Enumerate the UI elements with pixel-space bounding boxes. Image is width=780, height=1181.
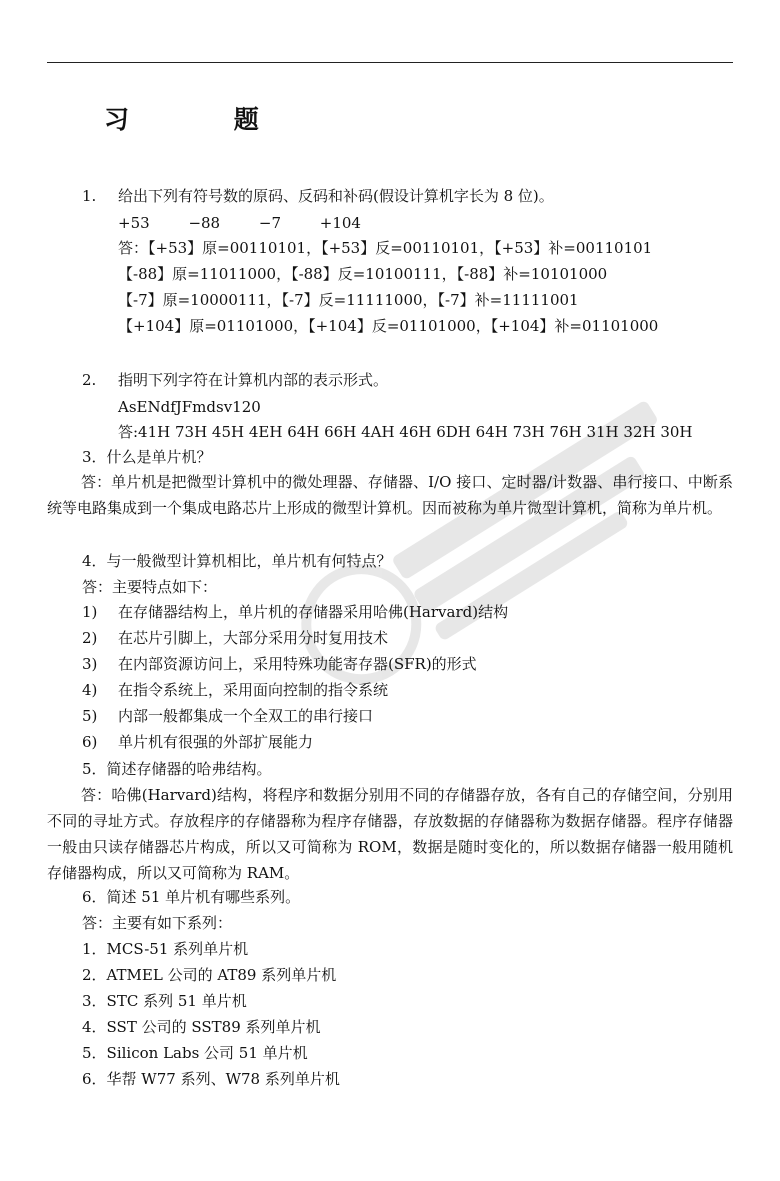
- q3-question: 3．什么是单片机？: [82, 448, 212, 466]
- q1-number-value: −7: [258, 214, 281, 232]
- q4-item-number: 6): [82, 733, 98, 751]
- q1-number-value: +53: [118, 214, 150, 232]
- page-title: 习 题: [104, 105, 307, 134]
- q4-item-number: 4): [82, 681, 98, 699]
- q4-item-number: 5): [82, 707, 98, 725]
- q1-number-value: +104: [319, 214, 361, 232]
- q4-item-text: 内部一般都集成一个全双工的串行接口: [118, 707, 374, 725]
- q4-item-text: 在存储器结构上，单片机的存储器采用哈佛(Harvard)结构: [118, 603, 509, 621]
- q4-item-number: 2): [82, 629, 98, 647]
- q6-list-item: 1．MCS-51 系列单片机: [82, 940, 249, 958]
- q2-answer: 答:41H 73H 45H 4EH 64H 66H 4AH 46H 6DH 64H 73H 76H 31H 32H 30H: [118, 423, 693, 441]
- q1-answer-line: 答：【+53】原=00110101，【+53】反=00110101，【+53】补=00110101: [118, 239, 653, 257]
- q6-list-item: 6．华帮 W77 系列、W78 系列单片机: [82, 1070, 340, 1088]
- q2-number: 2.: [82, 371, 97, 389]
- q4-question: 4．与一般微型计算机相比，单片机有何特点？: [82, 552, 392, 570]
- q1-number: 1.: [82, 187, 97, 205]
- q2-string: AsENdfJFmdsv120: [118, 398, 261, 416]
- q4-item-text: 在内部资源访问上，采用特殊功能寄存器(SFR)的形式: [118, 655, 477, 673]
- header-rule: [47, 62, 733, 63]
- q6-list-item: 5．Silicon Labs 公司 51 单片机: [82, 1044, 308, 1062]
- q1-answer-line: 【-7】原=10000111，【-7】反=11111000，【-7】补=11111001: [118, 291, 579, 309]
- q4-item-number: 1): [82, 603, 98, 621]
- q2-question: 指明下列字符在计算机内部的表示形式。: [118, 371, 389, 389]
- q4-item-number: 3): [82, 655, 98, 673]
- q6-question: 6．简述 51 单片机有哪些系列。: [82, 888, 301, 906]
- q3-answer: 答：单片机是把微型计算机中的微处理器、存储器、I/O 接口、定时器/计数器、串行接口、中断系统等电路集成到一个集成电路芯片上形成的微型计算机。因而被称为单片微型计算机，简称为单片机。: [47, 473, 733, 517]
- q4-item-text: 单片机有很强的外部扩展能力: [118, 733, 314, 751]
- q1-answer-line: 【+104】原=01101000，【+104】反=01101000，【+104】补=01101000: [118, 317, 659, 335]
- q1-question: 给出下列有符号数的原码、反码和补码(假设计算机字长为 8 位)。: [118, 187, 554, 205]
- q6-list-item: 3．STC 系列 51 单片机: [82, 992, 247, 1010]
- q4-item-text: 在芯片引脚上，大部分采用分时复用技术: [118, 629, 389, 647]
- q1-number-value: −88: [188, 214, 221, 232]
- q1-answer-line: 【-88】原=11011000，【-88】反=10100111，【-88】补=10101000: [118, 265, 608, 283]
- q5-answer: 答：哈佛(Harvard)结构，将程序和数据分别用不同的存储器存放，各有自己的存储空间，分别用不同的寻址方式。存放程序的存储器称为程序存储器，存放数据的存储器称为数据存储器。程序存储器一般由只读存储器芯片构成，所以又可简称为 ROM，数据是随时变化的，所以数据存储器一般用随机存储器构成，所以又可简称为 RAM。: [47, 786, 733, 882]
- q6-answer: 答：主要有如下系列：: [82, 914, 233, 932]
- q6-list-item: 2．ATMEL 公司的 AT89 系列单片机: [82, 966, 337, 984]
- q4-answer: 答：主要特点如下：: [82, 578, 218, 596]
- q4-item-text: 在指令系统上，采用面向控制的指令系统: [118, 681, 389, 699]
- q5-question: 5．简述存储器的哈弗结构。: [82, 760, 272, 778]
- q6-list-item: 4．SST 公司的 SST89 系列单片机: [82, 1018, 321, 1036]
- q1-numbers: [118, 213, 395, 233]
